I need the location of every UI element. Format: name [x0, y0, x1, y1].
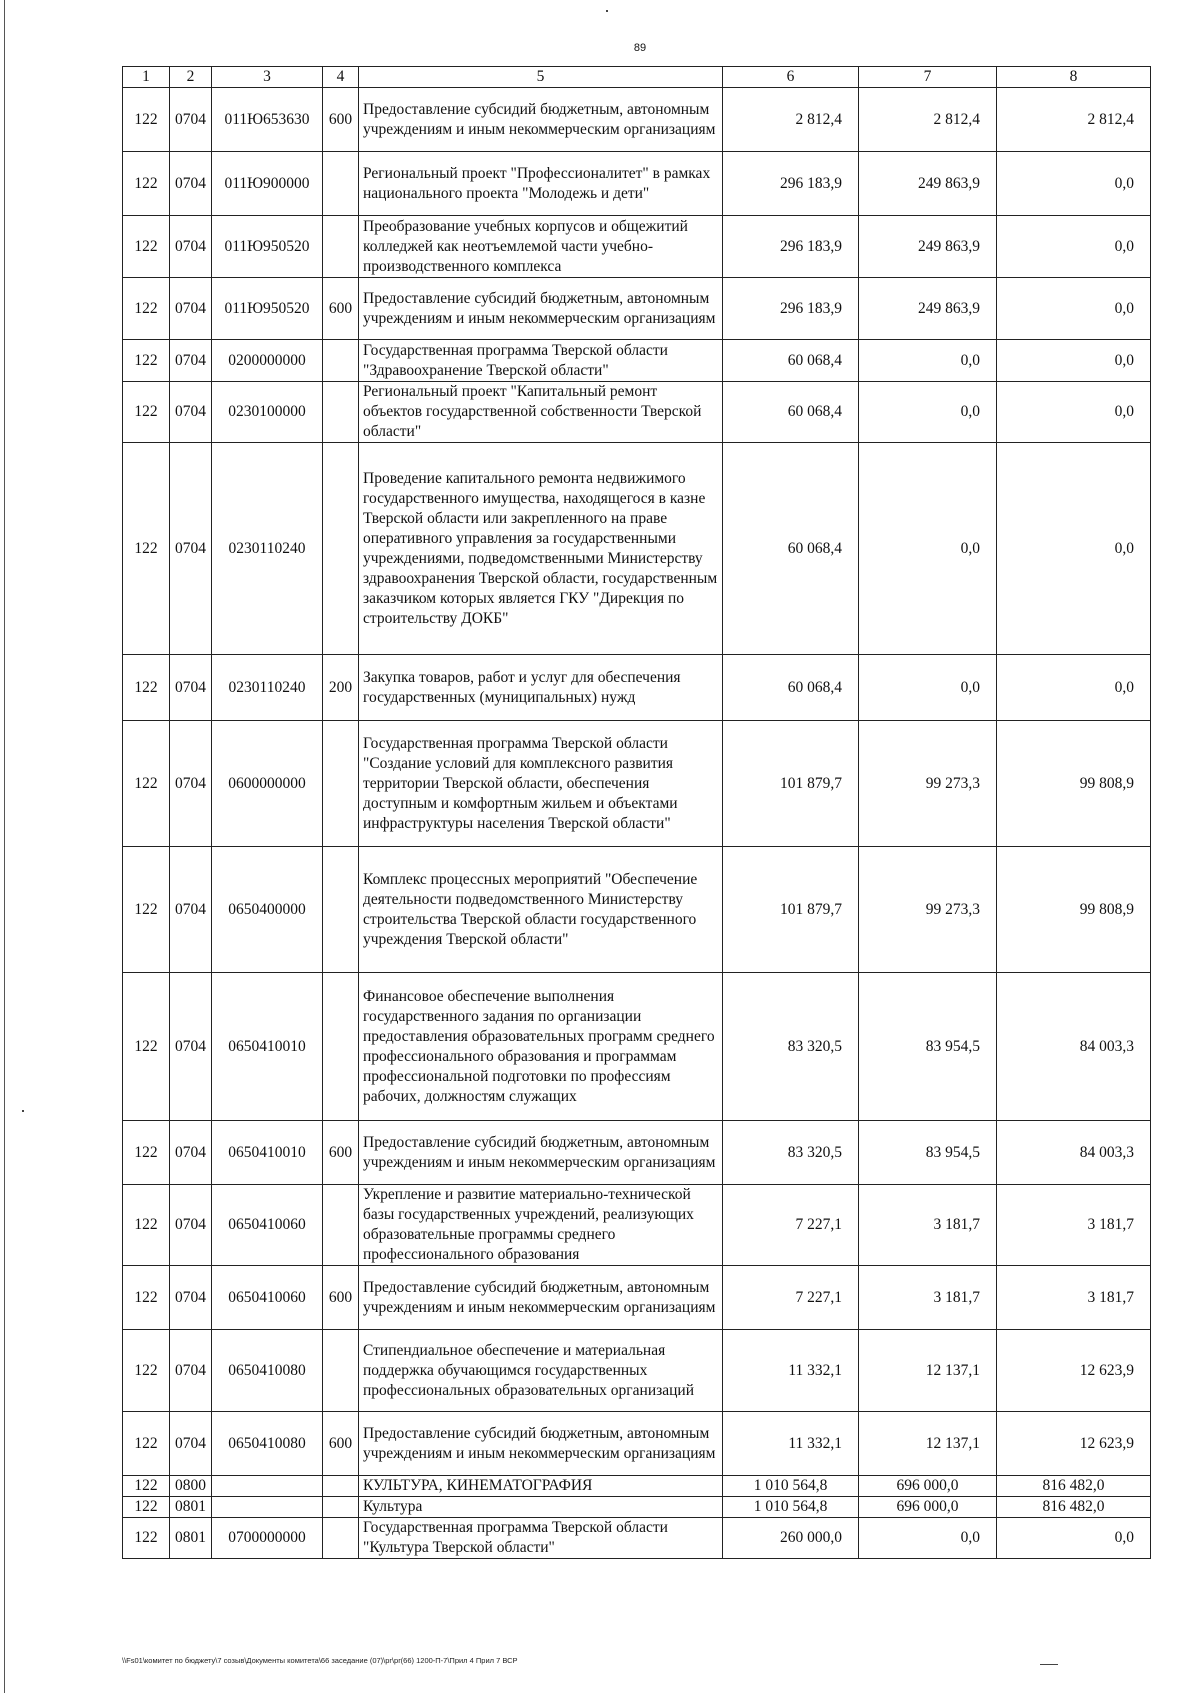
header-cell: 2 [170, 67, 212, 88]
cell-amount-year2: 0,0 [859, 340, 997, 382]
cell-target-article: 0230110240 [212, 655, 323, 721]
cell-amount-year2: 12 137,1 [859, 1412, 997, 1476]
cell-amount-year3: 12 623,9 [997, 1330, 1151, 1412]
cell-amount-year2: 249 863,9 [859, 278, 997, 340]
cell-amount-year2: 3 181,7 [859, 1266, 997, 1330]
cell-amount-year3: 0,0 [997, 655, 1151, 721]
table-row [123, 1497, 1151, 1518]
cell-section-code: 0801 [170, 1497, 212, 1518]
cell-section-code: 0704 [170, 152, 212, 216]
cell-section-code: 0704 [170, 847, 212, 973]
cell-admin-code: 122 [123, 1266, 170, 1330]
cell-description: Государственная программа Тверской области "Создание условий для комплексного развития территории Тверской области, обеспечения доступным и комфортным жильем и объектами инфраструктуры населения Тверской области" [359, 721, 723, 847]
cell-target-article: 0650410010 [212, 973, 323, 1121]
cell-amount-year1: 60 068,4 [723, 340, 859, 382]
header-cell: 4 [323, 67, 359, 88]
cell-section-code: 0704 [170, 382, 212, 443]
cell-description: Предоставление субсидий бюджетным, автономным учреждениям и иным некоммерческим организациям [359, 1266, 723, 1330]
cell-description: Предоставление субсидий бюджетным, автономным учреждениям и иным некоммерческим организациям [359, 1121, 723, 1185]
cell-expense-type: 600 [323, 1266, 359, 1330]
cell-amount-year3: 0,0 [997, 382, 1151, 443]
cell-amount-year3: 0,0 [997, 340, 1151, 382]
cell-expense-type [323, 721, 359, 847]
table-row [123, 1121, 1151, 1185]
cell-target-article: 0200000000 [212, 340, 323, 382]
cell-expense-type [323, 1185, 359, 1266]
header-cell: 1 [123, 67, 170, 88]
cell-admin-code: 122 [123, 721, 170, 847]
cell-admin-code: 122 [123, 655, 170, 721]
cell-amount-year3: 99 808,9 [997, 847, 1151, 973]
cell-expense-type: 600 [323, 1121, 359, 1185]
cell-admin-code: 122 [123, 382, 170, 443]
table-row [123, 216, 1151, 278]
cell-description: Предоставление субсидий бюджетным, автономным учреждениям и иным некоммерческим организациям [359, 88, 723, 152]
cell-section-code: 0704 [170, 973, 212, 1121]
cell-amount-year1: 83 320,5 [723, 973, 859, 1121]
cell-admin-code: 122 [123, 1185, 170, 1266]
cell-amount-year3: 84 003,3 [997, 973, 1151, 1121]
table-row [123, 340, 1151, 382]
cell-expense-type [323, 1330, 359, 1412]
cell-amount-year2: 99 273,3 [859, 847, 997, 973]
cell-target-article [212, 1476, 323, 1497]
table-row [123, 1266, 1151, 1330]
cell-expense-type [323, 1518, 359, 1559]
cell-description: Региональный проект "Капитальный ремонт объектов государственной собственности Тверской области" [359, 382, 723, 443]
cell-amount-year2: 3 181,7 [859, 1185, 997, 1266]
cell-description: Комплекс процессных мероприятий "Обеспечение деятельности подведомственного Министерству строительства Тверской области государственного учреждения Тверской области" [359, 847, 723, 973]
cell-section-code: 0704 [170, 88, 212, 152]
cell-description: Предоставление субсидий бюджетным, автономным учреждениям и иным некоммерческим организациям [359, 278, 723, 340]
cell-section-code: 0704 [170, 340, 212, 382]
header-cell: 8 [997, 67, 1151, 88]
table-row [123, 152, 1151, 216]
cell-amount-year2: 0,0 [859, 655, 997, 721]
cell-amount-year2: 696 000,0 [859, 1497, 997, 1518]
table-row [123, 847, 1151, 973]
table-row [123, 655, 1151, 721]
cell-amount-year1: 101 879,7 [723, 847, 859, 973]
table-row [123, 973, 1151, 1121]
cell-amount-year1: 1 010 564,8 [723, 1497, 859, 1518]
cell-target-article: 011Ю950520 [212, 278, 323, 340]
cell-admin-code: 122 [123, 1476, 170, 1497]
cell-amount-year2: 696 000,0 [859, 1476, 997, 1497]
cell-expense-type: 600 [323, 1412, 359, 1476]
table-row [123, 278, 1151, 340]
cell-amount-year2: 0,0 [859, 1518, 997, 1559]
page-edge-line [4, 0, 5, 1693]
cell-admin-code: 122 [123, 88, 170, 152]
header-cell: 6 [723, 67, 859, 88]
cell-admin-code: 122 [123, 216, 170, 278]
cell-target-article: 0650410060 [212, 1266, 323, 1330]
cell-expense-type [323, 152, 359, 216]
cell-target-article: 0230100000 [212, 382, 323, 443]
cell-target-article [212, 1497, 323, 1518]
cell-amount-year2: 12 137,1 [859, 1330, 997, 1412]
cell-amount-year1: 11 332,1 [723, 1412, 859, 1476]
cell-target-article: 0700000000 [212, 1518, 323, 1559]
scan-speck [606, 10, 608, 12]
cell-description: Региональный проект "Профессионалитет" в рамках национального проекта "Молодежь и дети" [359, 152, 723, 216]
cell-admin-code: 122 [123, 973, 170, 1121]
cell-amount-year3: 2 812,4 [997, 88, 1151, 152]
cell-amount-year1: 260 000,0 [723, 1518, 859, 1559]
cell-amount-year1: 83 320,5 [723, 1121, 859, 1185]
cell-section-code: 0704 [170, 655, 212, 721]
budget-table [122, 66, 1151, 1559]
file-path-footer: \\Fs01\комитет по бюджету\7 созыв\Документы комитета\66 заседание (07)\pr\pr(66) 1200-П-7\Прил 4 Прил 7 ВСР [122, 1656, 518, 1665]
cell-amount-year3: 0,0 [997, 443, 1151, 655]
cell-target-article: 0650410060 [212, 1185, 323, 1266]
cell-amount-year1: 60 068,4 [723, 655, 859, 721]
cell-amount-year2: 83 954,5 [859, 1121, 997, 1185]
cell-admin-code: 122 [123, 1497, 170, 1518]
cell-amount-year1: 2 812,4 [723, 88, 859, 152]
table-row [123, 382, 1151, 443]
cell-description: Укрепление и развитие материально-технической базы государственных учреждений, реализующих образовательные программы среднего профессионального образования [359, 1185, 723, 1266]
cell-description: Государственная программа Тверской области "Здравоохранение Тверской области" [359, 340, 723, 382]
cell-amount-year1: 1 010 564,8 [723, 1476, 859, 1497]
cell-expense-type: 600 [323, 278, 359, 340]
cell-amount-year3: 84 003,3 [997, 1121, 1151, 1185]
cell-description: Финансовое обеспечение выполнения государственного задания по организации предоставления образовательных программ среднего профессионального образования и программам профессиональной подготовки по профессиям рабочих, должностям служащих [359, 973, 723, 1121]
table-row [123, 1476, 1151, 1497]
cell-amount-year2: 0,0 [859, 382, 997, 443]
cell-section-code: 0704 [170, 1330, 212, 1412]
table-row [123, 1518, 1151, 1559]
cell-section-code: 0704 [170, 443, 212, 655]
cell-amount-year3: 99 808,9 [997, 721, 1151, 847]
cell-amount-year1: 7 227,1 [723, 1185, 859, 1266]
table-row [123, 1330, 1151, 1412]
cell-section-code: 0800 [170, 1476, 212, 1497]
cell-amount-year2: 83 954,5 [859, 973, 997, 1121]
cell-amount-year2: 0,0 [859, 443, 997, 655]
cell-target-article: 011Ю950520 [212, 216, 323, 278]
table-row [123, 721, 1151, 847]
cell-amount-year1: 296 183,9 [723, 216, 859, 278]
cell-target-article: 0600000000 [212, 721, 323, 847]
cell-admin-code: 122 [123, 1121, 170, 1185]
header-cell: 3 [212, 67, 323, 88]
cell-amount-year3: 12 623,9 [997, 1412, 1151, 1476]
cell-amount-year1: 60 068,4 [723, 443, 859, 655]
cell-target-article: 0650410010 [212, 1121, 323, 1185]
cell-target-article: 0650410080 [212, 1412, 323, 1476]
cell-section-code: 0704 [170, 1266, 212, 1330]
cell-description: Предоставление субсидий бюджетным, автономным учреждениям и иным некоммерческим организациям [359, 1412, 723, 1476]
cell-description: Культура [359, 1497, 723, 1518]
cell-expense-type: 600 [323, 88, 359, 152]
cell-section-code: 0704 [170, 1412, 212, 1476]
cell-section-code: 0704 [170, 278, 212, 340]
cell-description: Стипендиальное обеспечение и материальная поддержка обучающимся государственных профессиональных образовательных организаций [359, 1330, 723, 1412]
cell-target-article: 0650400000 [212, 847, 323, 973]
table-row [123, 1185, 1151, 1266]
cell-description: Государственная программа Тверской области "Культура Тверской области" [359, 1518, 723, 1559]
cell-target-article: 0230110240 [212, 443, 323, 655]
table-row [123, 88, 1151, 152]
cell-amount-year1: 296 183,9 [723, 278, 859, 340]
cell-section-code: 0704 [170, 216, 212, 278]
cell-amount-year1: 296 183,9 [723, 152, 859, 216]
cell-expense-type [323, 443, 359, 655]
header-cell: 5 [359, 67, 723, 88]
cell-target-article: 011Ю653630 [212, 88, 323, 152]
cell-expense-type [323, 216, 359, 278]
cell-amount-year2: 249 863,9 [859, 152, 997, 216]
cell-description: КУЛЬТУРА, КИНЕМАТОГРАФИЯ [359, 1476, 723, 1497]
table-row [123, 1412, 1151, 1476]
cell-expense-type [323, 1497, 359, 1518]
cell-amount-year1: 7 227,1 [723, 1266, 859, 1330]
cell-amount-year2: 249 863,9 [859, 216, 997, 278]
cell-admin-code: 122 [123, 152, 170, 216]
cell-target-article: 011Ю900000 [212, 152, 323, 216]
header-cell: 7 [859, 67, 997, 88]
cell-expense-type [323, 382, 359, 443]
cell-amount-year3: 816 482,0 [997, 1476, 1151, 1497]
cell-admin-code: 122 [123, 278, 170, 340]
cell-amount-year3: 0,0 [997, 216, 1151, 278]
table-row [123, 443, 1151, 655]
cell-amount-year3: 3 181,7 [997, 1185, 1151, 1266]
cell-amount-year2: 2 812,4 [859, 88, 997, 152]
cell-target-article: 0650410080 [212, 1330, 323, 1412]
cell-expense-type [323, 847, 359, 973]
cell-admin-code: 122 [123, 443, 170, 655]
cell-amount-year3: 3 181,7 [997, 1266, 1151, 1330]
table-header-row [123, 67, 1151, 88]
scan-speck [1040, 1664, 1058, 1665]
cell-admin-code: 122 [123, 1330, 170, 1412]
cell-amount-year3: 0,0 [997, 152, 1151, 216]
cell-amount-year3: 0,0 [997, 278, 1151, 340]
cell-description: Преобразование учебных корпусов и общежитий колледжей как неотъемлемой части учебно-производственного комплекса [359, 216, 723, 278]
cell-amount-year1: 11 332,1 [723, 1330, 859, 1412]
page-number: 89 [633, 42, 647, 54]
cell-admin-code: 122 [123, 1518, 170, 1559]
cell-amount-year3: 0,0 [997, 1518, 1151, 1559]
cell-admin-code: 122 [123, 340, 170, 382]
cell-admin-code: 122 [123, 1412, 170, 1476]
cell-expense-type [323, 340, 359, 382]
cell-section-code: 0704 [170, 1121, 212, 1185]
cell-section-code: 0704 [170, 1185, 212, 1266]
scan-speck [22, 1110, 24, 1112]
cell-section-code: 0801 [170, 1518, 212, 1559]
cell-amount-year1: 101 879,7 [723, 721, 859, 847]
cell-amount-year3: 816 482,0 [997, 1497, 1151, 1518]
cell-description: Закупка товаров, работ и услуг для обеспечения государственных (муниципальных) нужд [359, 655, 723, 721]
cell-amount-year1: 60 068,4 [723, 382, 859, 443]
cell-expense-type: 200 [323, 655, 359, 721]
cell-amount-year2: 99 273,3 [859, 721, 997, 847]
cell-description: Проведение капитального ремонта недвижимого государственного имущества, находящегося в казне Тверской области или закрепленного на праве оперативного управления за государственными учреждениями, подведомственными Министерству здравоохранения Тверской области, государственным заказчиком которых является ГКУ "Дирекция по строительству ДОКБ" [359, 443, 723, 655]
cell-admin-code: 122 [123, 847, 170, 973]
cell-expense-type [323, 973, 359, 1121]
cell-section-code: 0704 [170, 721, 212, 847]
cell-expense-type [323, 1476, 359, 1497]
